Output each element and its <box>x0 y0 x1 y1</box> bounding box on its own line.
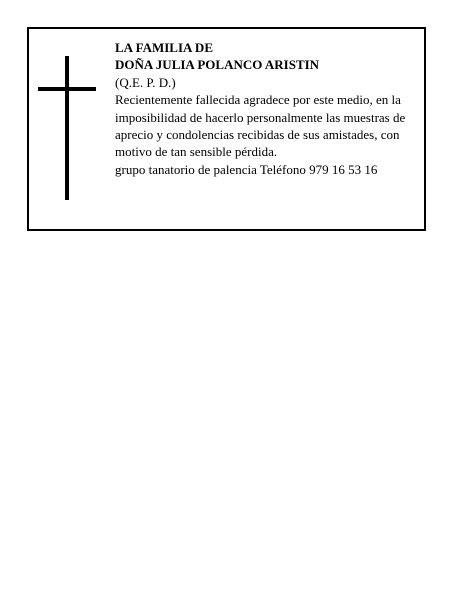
cross-horizontal-bar <box>38 87 96 91</box>
rip-abbreviation: (Q.E. P. D.) <box>115 74 176 90</box>
heading-family: LA FAMILIA DE <box>115 40 213 55</box>
heading-deceased-name: DOÑA JULIA POLANCO ARISTIN <box>115 57 320 73</box>
funeral-home-contact: grupo tanatorio de palencia Teléfono 979 16 53 16 <box>115 161 378 177</box>
notice-text <box>115 39 421 178</box>
obituary-notice <box>27 27 426 231</box>
cross-icon <box>38 56 98 200</box>
cross-vertical-bar <box>65 56 69 200</box>
thanks-message: Recientemente fallecida agradece por este medio, en la imposibilidad de hacerlo personalmente las muestras de aprecio y condolencias recibidas de sus amistades, con motivo de tan sensible pérdida. <box>115 92 406 160</box>
